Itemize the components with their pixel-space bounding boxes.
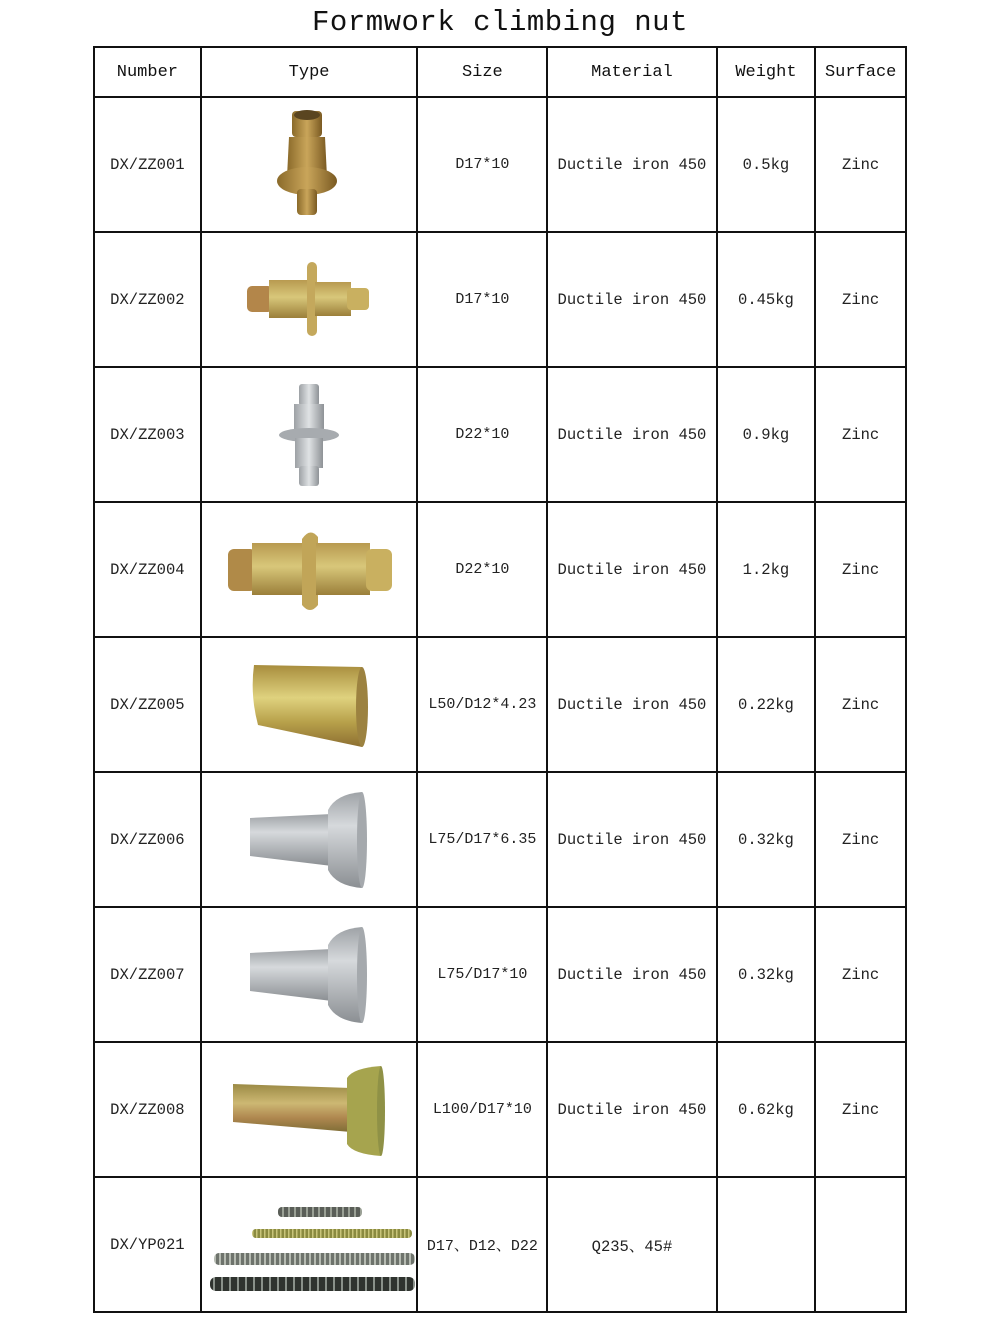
cell-size: D22*10 [417,367,547,502]
cell-surface: Zinc [815,637,906,772]
cell-material: Ductile iron 450 [547,1042,716,1177]
cell-surface: Zinc [815,367,906,502]
cone-icon [244,655,374,755]
cell-material: Ductile iron 450 [547,502,716,637]
cell-number: DX/ZZ005 [94,637,201,772]
cell-material: Q235、45# [547,1177,716,1312]
cell-weight: 0.5kg [717,97,816,232]
cell-surface: Zinc [815,232,906,367]
header-material: Material [547,47,716,97]
cell-weight: 0.32kg [717,772,816,907]
cell-type [201,1177,418,1312]
table-row [94,367,906,502]
cell-surface: Zinc [815,772,906,907]
cell-type [201,1042,418,1177]
cell-material: Ductile iron 450 [547,97,716,232]
cell-number: DX/ZZ003 [94,367,201,502]
table-row [94,1177,906,1312]
header-weight: Weight [717,47,816,97]
cell-surface: Zinc [815,502,906,637]
cell-size: D17*10 [417,97,547,232]
cell-number: DX/ZZ004 [94,502,201,637]
cell-number: DX/ZZ002 [94,232,201,367]
table-row [94,97,906,232]
water-stop-nut-icon [239,260,379,340]
cell-surface: Zinc [815,907,906,1042]
cell-surface [815,1177,906,1312]
cell-number: DX/ZZ006 [94,772,201,907]
header-type: Type [201,47,418,97]
long-cone-nut-icon [229,1060,389,1160]
table-row [94,502,906,637]
cell-material: Ductile iron 450 [547,907,716,1042]
cell-type [201,907,418,1042]
page-title: Formwork climbing nut [312,6,688,39]
cell-number: DX/ZZ001 [94,97,201,232]
table-row [94,232,906,367]
cell-size: D17、D12、D22 [417,1177,547,1312]
header-row [94,47,906,97]
cell-type [201,367,418,502]
cell-size: L75/D17*6.35 [417,772,547,907]
product-table [93,46,907,1313]
silver-water-stop-nut-icon [274,380,344,490]
cell-number: DX/YP021 [94,1177,201,1312]
cell-material: Ductile iron 450 [547,637,716,772]
table-row [94,772,906,907]
threaded-tie-rods-icon [204,1195,415,1295]
cell-size: D22*10 [417,502,547,637]
cell-size: L50/D12*4.23 [417,637,547,772]
cell-weight: 0.62kg [717,1042,816,1177]
cell-size: L100/D17*10 [417,1042,547,1177]
cell-type [201,232,418,367]
cell-weight: 0.9kg [717,367,816,502]
table-row [94,907,906,1042]
cell-number: DX/ZZ007 [94,907,201,1042]
cell-weight: 0.45kg [717,232,816,367]
cell-size: L75/D17*10 [417,907,547,1042]
silver-cone-nut-icon [244,925,374,1025]
cell-number: DX/ZZ008 [94,1042,201,1177]
hex-nut-large-icon [222,525,397,615]
cell-material: Ductile iron 450 [547,367,716,502]
cell-weight: 0.32kg [717,907,816,1042]
cell-type [201,637,418,772]
cell-type [201,772,418,907]
cell-material: Ductile iron 450 [547,772,716,907]
header-size: Size [417,47,547,97]
cell-material: Ductile iron 450 [547,232,716,367]
table-row [94,1042,906,1177]
bronze-climbing-nut-icon [259,105,359,225]
table-row [94,637,906,772]
header-surface: Surface [815,47,906,97]
cell-weight [717,1177,816,1312]
cell-type [201,502,418,637]
cell-type [201,97,418,232]
header-number: Number [94,47,201,97]
cell-surface: Zinc [815,1042,906,1177]
cell-surface: Zinc [815,97,906,232]
cell-size: D17*10 [417,232,547,367]
cell-weight: 0.22kg [717,637,816,772]
cell-weight: 1.2kg [717,502,816,637]
silver-cone-nut-icon [244,790,374,890]
